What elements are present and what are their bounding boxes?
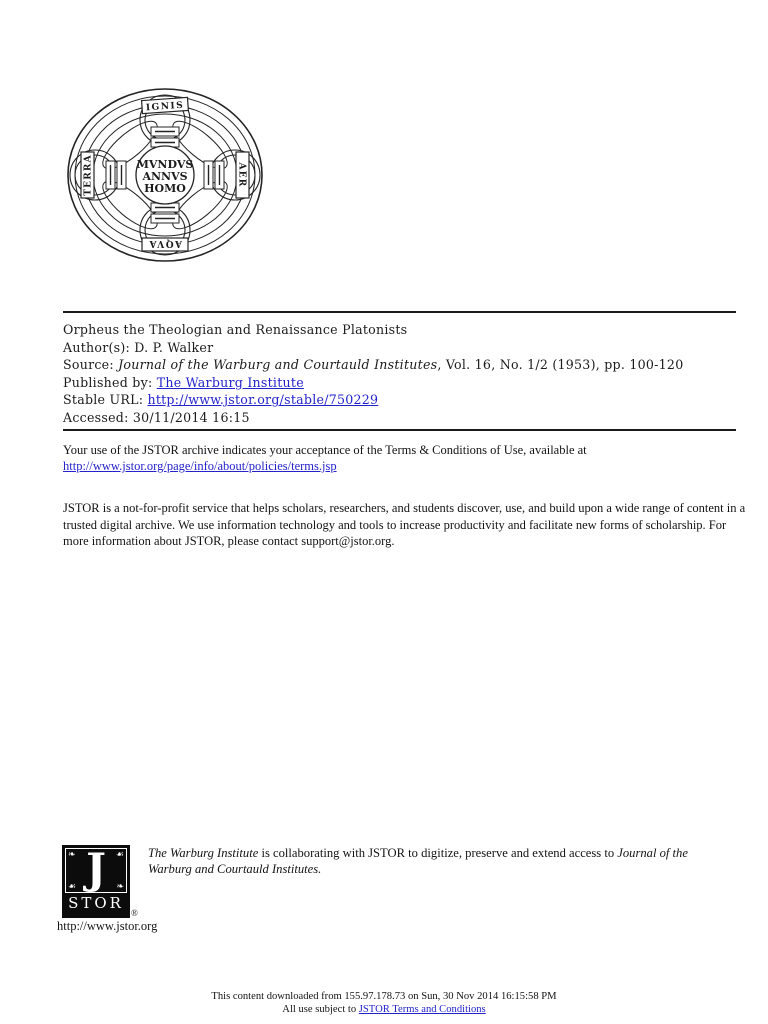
jstor-logo <box>62 845 130 918</box>
collab-publisher: The Warburg Institute <box>148 846 259 860</box>
emblem-center-line3: HOMO <box>144 182 186 195</box>
flourish-icon: ❧ <box>116 881 124 891</box>
divider-bottom <box>63 429 736 431</box>
collab-journal: Journal of the Warburg and Courtauld Institutes. <box>148 846 688 877</box>
emblem-label-bottom: AQVA <box>147 238 183 248</box>
source-journal-title: Journal of the Warburg and Courtauld Institutes <box>118 357 438 373</box>
jstor-logo-j: J <box>86 844 106 893</box>
stable-url-label: Stable URL: <box>63 392 148 408</box>
terms-text: Your use of the JSTOR archive indicates your acceptance of the Terms & Conditions of Use, available at <box>63 443 587 457</box>
accessed-line: Accessed: 30/11/2014 16:15 <box>63 409 250 425</box>
collaboration-note <box>148 845 718 877</box>
footer-terms-link[interactable]: JSTOR Terms and Conditions <box>358 1003 486 1015</box>
footer-terms-prefix: All use subject to <box>282 1003 359 1015</box>
warburg-emblem <box>64 86 266 264</box>
article-title: Orpheus the Theologian and Renaissance Platonists <box>63 322 408 337</box>
footer-terms-line <box>0 1004 768 1017</box>
stable-url-line <box>63 391 743 409</box>
flourish-icon: ❧ <box>68 849 76 859</box>
published-by-line <box>63 374 743 392</box>
publisher-link[interactable]: The Warburg Institute <box>156 374 304 390</box>
jstor-logo-stor: STOR <box>68 894 124 912</box>
emblem-label-top: IGNIS <box>145 100 185 114</box>
terms-link[interactable]: http://www.jstor.org/page/info/about/policies/terms.jsp <box>63 459 337 473</box>
divider-top <box>63 311 736 313</box>
published-by-label: Published by: <box>63 374 157 390</box>
warburg-emblem-drawing <box>64 86 266 264</box>
download-footer <box>0 991 768 1016</box>
emblem-label-right: AER <box>236 162 247 188</box>
jstor-logo-j-panel <box>65 844 127 893</box>
about-jstor-paragraph: JSTOR is a not-for-profit service that helps scholars, researchers, and students discover, use, and build upon a wide range of content in a trusted digital archive. We use information technology and tools to increase productivity and facilitate new forms of scholarship. For more information about JSTOR, please contact support@jstor.org. <box>63 501 746 549</box>
source-label: Source: <box>63 357 119 373</box>
footer-download-line: This content downloaded from 155.97.178.73 on Sun, 30 Nov 2014 16:15:58 PM <box>211 991 557 1002</box>
emblem-center-line2: ANNVS <box>142 170 188 183</box>
citation-block <box>63 321 743 427</box>
terms-paragraph <box>63 442 743 474</box>
flourish-icon: ☙ <box>68 881 77 891</box>
emblem-label-left: TERRA <box>83 154 94 196</box>
collab-middle-text: is collaborating with JSTOR to digitize, preserve and extend access to <box>258 846 618 860</box>
stable-url-link[interactable]: http://www.jstor.org/stable/750229 <box>147 392 379 408</box>
emblem-center-line1: MVNDVS <box>136 158 194 171</box>
source-line <box>63 356 743 374</box>
jstor-home-url: http://www.jstor.org <box>57 919 158 933</box>
flourish-icon: ☙ <box>115 849 124 859</box>
author-line: Author(s): D. P. Walker <box>63 339 214 355</box>
source-volume-info: , Vol. 16, No. 1/2 (1953), pp. 100-120 <box>437 357 684 373</box>
registered-trademark-symbol: ® <box>131 908 138 918</box>
